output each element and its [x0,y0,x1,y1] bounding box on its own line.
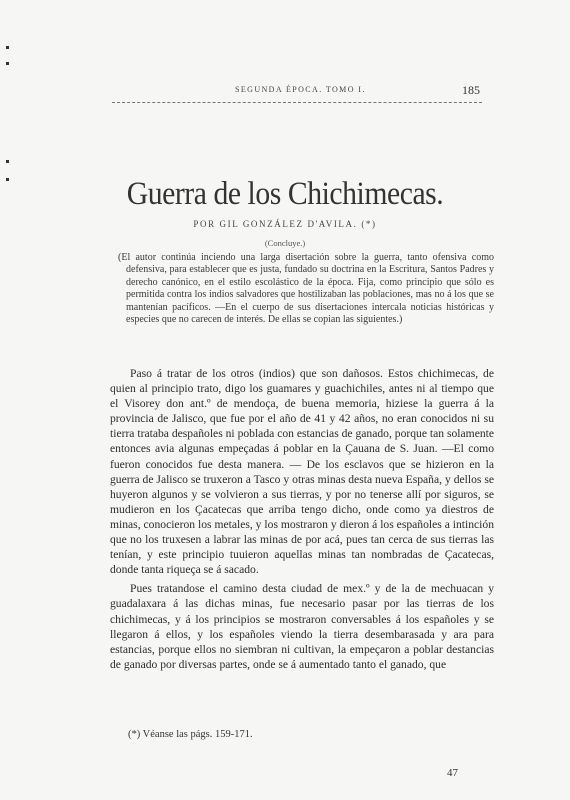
running-title: SEGUNDA ÉPOCA. TOMO I. [235,85,366,94]
byline: POR GIL GONZÁLEZ D'AVILA. (*) [193,219,377,229]
paragraph: Paso á tratar de los otros (indios) que son dañosos. Estos chichimecas, de quien al principio trato, digo los guamares y guachichiles, antes ni al tiempo que el Visorey don ant.º de mendoça, de buena memoria, hiziese la guerra á la provincia de Jalisco, que fue por el año de 41 y 42 años, no eran conocidos ni su tierra trataba despañoles ni poblada con estancias de ganado, porque tan solamente entonces avia algunas empeçadas á poblar en la Çauana de S. Juan. —El como fueron conocidos fue desta manera. — De los esclavos que se hizieron en la guerra de Jalisco se truxeron a Tasco y otras minas desta nueva España, y dellos se huyeron algunos y se volvieron a sus tierras, y por no tenerse allí por siguros, se mudieron en los Çacatecas que arriba tengo dicho, onde como ya diestros de minas, conocieron los metales, y los mostraron y dieron á los españoles a intinción que no los truxesen a labrar las minas de por acá, pues tan cerca de sus tierras las tenían, y este principio tuuieron aquellas minas tan nombradas de Çacatecas, donde tanta riqueça se á sacado. [110,367,494,577]
footnote: (*) Véanse las págs. 159-171. [128,729,253,740]
margin-mark [6,46,9,49]
page-number: 185 [462,83,480,97]
paragraph: Pues tratandose el camino desta ciudad de mex.º y de la de mechuacan y guadalaxara á las dichas minas, fue necesario pasar por las tierras de los chichimecas, y á los principios se mostraron conversables á los españoles y se llegaron á ellos, y los españoles viendo la tierra desembarasada y ara para estancias, porque ellos no siembran ni cultivan, la empeçaron a poblar destancias de ganado por diversas partes, onde se á aumentado tanto el ganado, que [110,582,494,671]
header-rule [112,102,482,103]
summary-text: (El autor continúa inciendo una larga disertación sobre la guerra, tanto ofensiva como defensiva, para establecer que es justa, fundado su doctrina en la Escritura, Santos Padres y derecho canónico, en el estilo escolástico de la época. Fija, como principio que sólo es permitida contra los indios salvadores que hostilizaban las poblaciones, mas no á los que se mantenían pacíficos. —En el cuerpo de sus disertaciones intercala noticias históricas y especies que no carecen de interés. De ellas se copian las siguientes.) [118,252,494,326]
signature-mark: 47 [447,767,458,779]
editorial-summary [118,252,494,326]
continuation-note: (Concluye.) [264,238,306,248]
running-head [110,85,490,97]
article-title: Guerra de los Chichimecas. [126,176,444,212]
margin-mark [6,62,9,65]
margin-mark [6,160,9,163]
body-text [110,366,494,676]
margin-mark [6,178,9,181]
